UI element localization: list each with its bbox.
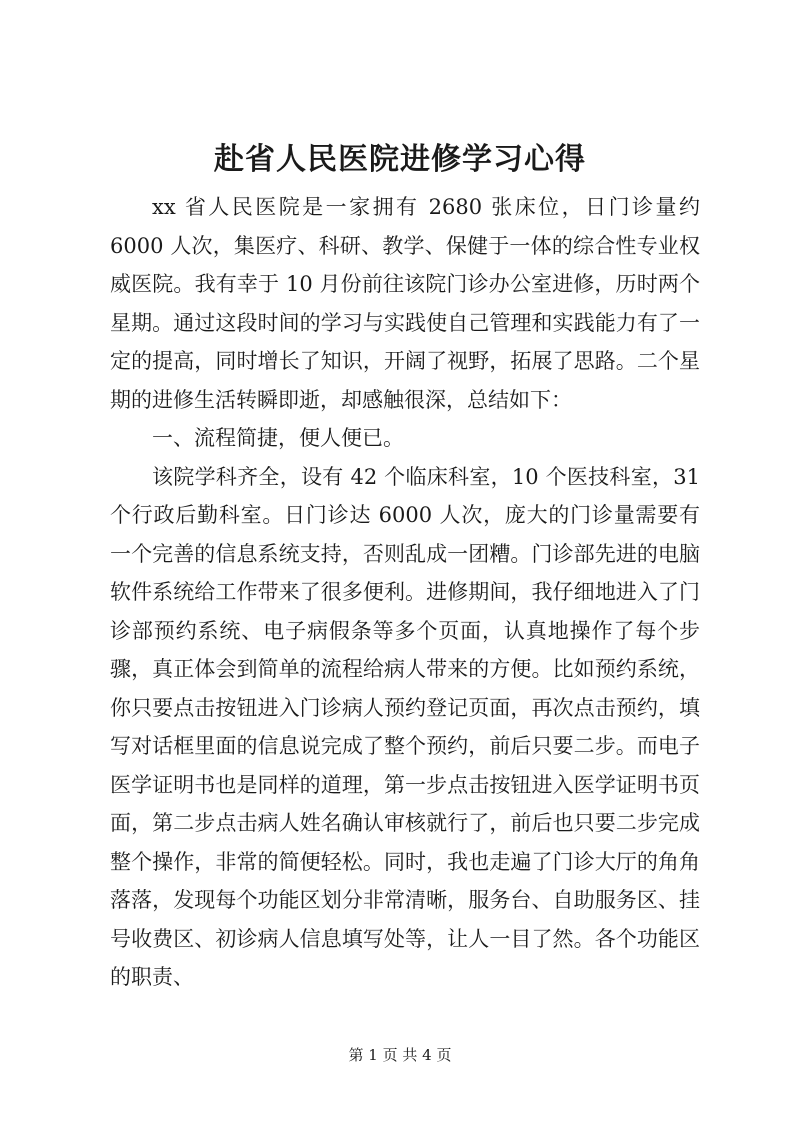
section-heading-1: 一、流程简捷，便人便已。 (152, 426, 404, 450)
document-title: 赴省人民医院进修学习心得 (214, 142, 586, 177)
page-number-footer: 第 1 页 共 4 页 (348, 1046, 452, 1064)
paragraph-intro: xx 省人民医院是一家拥有 2680 张床位，日门诊量约 6000 人次，集医疗、科研、教学、保健于一体的综合性专业权威医院。我有幸于 10 月份前往该院门诊办公室进修，历时两个星期。通过这段时间的学习与实践使自己管理和实践能力有了一定的提高，同时增长了知识，开阔了视野，拓展了思路。二个星期的进修生活转瞬即逝，却感触很深，总结如下： (110, 195, 700, 412)
document-body (110, 188, 700, 997)
paragraph-process: 该院学科齐全，设有 42 个临床科室，10 个医技科室，31 个行政后勤科室。日门诊达 6000 人次，庞大的门诊量需要有一个完善的信息系统支持，否则乱成一团糟。门诊部先进的电脑软件系统给工作带来了很多便利。进修期间，我仔细地进入了门诊部预约系统、电子病假条等多个页面，认真地操作了每个步骤，真正体会到简单的流程给病人带来的方便。比如预约系统，你只要点击按钮进入门诊病人预约登记页面，再次点击预约，填写对话框里面的信息说完成了整个预约，前后只要二步。而电子医学证明书也是同样的道理，第一步点击按钮进入医学证明书页面，第二步点击病人姓名确认审核就行了，前后也只要二步完成整个操作，非常的简便轻松。同时，我也走遍了门诊大厅的角角落落，发现每个功能区划分非常清晰，服务台、自助服务区、挂号收费区、初诊病人信息填写处等，让人一目了然。各个功能区的职责、 (110, 464, 700, 989)
